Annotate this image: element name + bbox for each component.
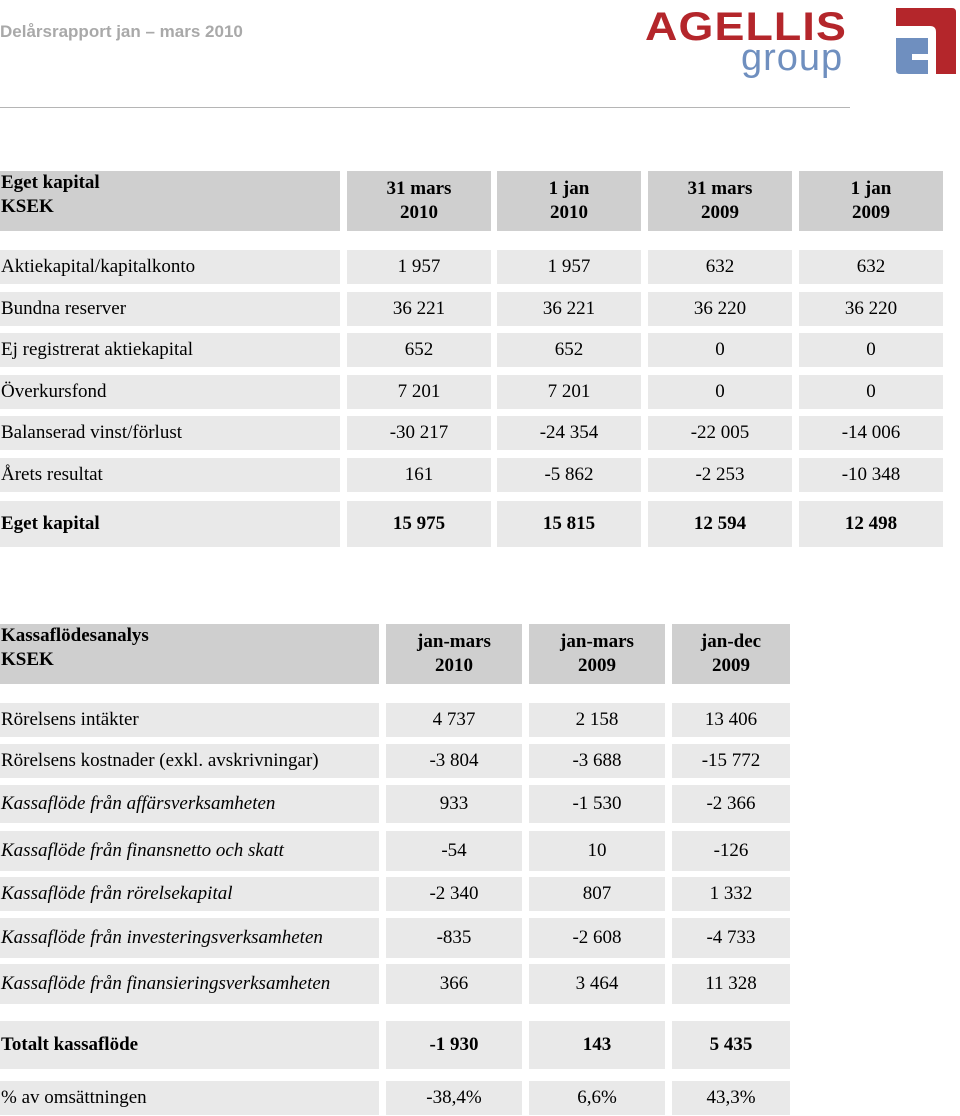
report-title: Delårsrapport jan – mars 2010 — [0, 22, 243, 41]
equity-value-cell — [347, 250, 491, 284]
cashflow-value-cell — [386, 744, 522, 778]
percent-value-text: 6,6% — [577, 1087, 617, 1108]
equity-total-value — [497, 501, 641, 547]
header-title-line1: Eget kapital — [1, 172, 100, 193]
equity-row-label — [0, 416, 340, 450]
percent-value-text: -38,4% — [426, 1087, 482, 1108]
value-text: 161 — [404, 464, 434, 485]
cashflow-total-value — [386, 1021, 522, 1069]
percent-label-text: % av omsättningen — [1, 1087, 147, 1108]
cashflow-total-value — [529, 1021, 665, 1069]
row-label-text: Kassaflöde från rörelsekapital — [1, 883, 233, 904]
equity-total-value — [648, 501, 792, 547]
row-label-text: Överkursfond — [1, 381, 107, 402]
total-value-text: 5 435 — [709, 1034, 753, 1055]
cashflow-percent-value — [386, 1081, 522, 1115]
cashflow-value-cell — [672, 877, 790, 911]
column-header-period: jan-mars — [560, 631, 634, 652]
row-label-text: Kassaflöde från finansieringsverksamheten — [1, 973, 331, 994]
equity-value-cell — [497, 292, 641, 326]
cashflow-column-header — [386, 624, 522, 684]
value-text: -15 772 — [701, 750, 761, 771]
cashflow-value-cell — [672, 703, 790, 737]
column-header-period: 1 jan — [850, 178, 892, 199]
header-title-line1: Kassaflödesanalys — [1, 625, 149, 646]
column-header-year: 2010 — [400, 202, 438, 223]
equity-total-value — [347, 501, 491, 547]
column-header-year: 2009 — [578, 655, 616, 676]
value-text: 366 — [439, 973, 469, 994]
equity-value-cell — [799, 333, 943, 367]
column-header-year: 2010 — [550, 202, 588, 223]
equity-value-cell — [497, 375, 641, 409]
equity-value-cell — [497, 333, 641, 367]
value-text: 632 — [705, 256, 735, 277]
cashflow-total-label — [0, 1021, 379, 1069]
value-text: 632 — [856, 256, 886, 277]
cashflow-row-label — [0, 831, 379, 871]
total-value-text: 12 498 — [844, 513, 898, 534]
total-value-text: -1 930 — [429, 1034, 479, 1055]
equity-value-cell — [799, 292, 943, 326]
value-text: 1 957 — [397, 256, 441, 277]
value-text: 1 957 — [547, 256, 591, 277]
cashflow-row-label — [0, 703, 379, 737]
value-text: -22 005 — [690, 422, 750, 443]
column-header-year: 2009 — [712, 655, 750, 676]
cashflow-row-label — [0, 877, 379, 911]
row-label-text: Bundna reserver — [1, 298, 127, 319]
column-header-period: 31 mars — [386, 178, 452, 199]
equity-row-label — [0, 458, 340, 492]
equity-value-cell — [347, 375, 491, 409]
cashflow-value-cell — [672, 831, 790, 871]
value-text: 4 737 — [432, 709, 476, 730]
value-text: -24 354 — [539, 422, 599, 443]
header-unit: KSEK — [1, 196, 54, 217]
value-text: -3 688 — [572, 750, 622, 771]
value-text: 11 328 — [705, 973, 757, 994]
equity-row-label — [0, 292, 340, 326]
value-text: -5 862 — [544, 464, 594, 485]
value-text: 10 — [587, 840, 607, 861]
total-value-text: 143 — [582, 1034, 612, 1055]
value-text: 0 — [866, 381, 876, 402]
equity-row-label — [0, 250, 340, 284]
equity-value-cell — [799, 375, 943, 409]
cashflow-value-cell — [529, 744, 665, 778]
value-text: -2 608 — [572, 927, 622, 948]
column-header-year: 2009 — [852, 202, 890, 223]
total-value-text: 12 594 — [693, 513, 747, 534]
equity-value-cell — [648, 333, 792, 367]
row-label-text: Kassaflöde från investeringsverksamheten — [1, 927, 323, 948]
value-text: 1 332 — [709, 883, 753, 904]
cashflow-value-cell — [529, 703, 665, 737]
equity-column-header — [799, 171, 943, 231]
cashflow-value-cell — [529, 785, 665, 823]
cashflow-value-cell — [386, 785, 522, 823]
equity-value-cell — [347, 458, 491, 492]
equity-column-header — [648, 171, 792, 231]
equity-value-cell — [347, 416, 491, 450]
value-text: 7 201 — [397, 381, 441, 402]
equity-value-cell — [347, 333, 491, 367]
value-text: -126 — [713, 840, 749, 861]
column-header-year: 2010 — [435, 655, 473, 676]
value-text: -10 348 — [841, 464, 901, 485]
row-label-text: Rörelsens kostnader (exkl. avskrivningar) — [1, 750, 319, 771]
equity-total-value — [799, 501, 943, 547]
equity-row-label — [0, 375, 340, 409]
percent-value-text: 43,3% — [706, 1087, 756, 1108]
value-text: 7 201 — [547, 381, 591, 402]
equity-value-cell — [648, 250, 792, 284]
logo-mark-icon — [892, 4, 960, 76]
equity-value-cell — [497, 458, 641, 492]
cashflow-row-label — [0, 744, 379, 778]
cashflow-percent-label — [0, 1081, 379, 1115]
value-text: -2 253 — [695, 464, 745, 485]
cashflow-value-cell — [386, 703, 522, 737]
cashflow-value-cell — [386, 831, 522, 871]
row-label-text: Kassaflöde från affärsverksamheten — [1, 793, 276, 814]
value-text: 807 — [582, 883, 612, 904]
agellis-logo — [645, 4, 960, 80]
value-text: -1 530 — [572, 793, 622, 814]
value-text: -835 — [436, 927, 472, 948]
value-text: 652 — [404, 339, 434, 360]
total-value-text: 15 975 — [392, 513, 446, 534]
equity-value-cell — [497, 416, 641, 450]
cashflow-column-header — [529, 624, 665, 684]
equity-value-cell — [648, 458, 792, 492]
cashflow-value-cell — [529, 918, 665, 958]
cashflow-header-title — [0, 624, 379, 684]
column-header-year: 2009 — [701, 202, 739, 223]
equity-value-cell — [648, 416, 792, 450]
equity-header-title — [0, 171, 340, 231]
row-label-text: Aktiekapital/kapitalkonto — [1, 256, 196, 277]
cashflow-value-cell — [529, 964, 665, 1004]
header-unit: KSEK — [1, 649, 54, 670]
cashflow-value-cell — [529, 831, 665, 871]
value-text: -30 217 — [389, 422, 449, 443]
cashflow-row-label — [0, 785, 379, 823]
header-divider — [0, 107, 850, 108]
cashflow-percent-value — [529, 1081, 665, 1115]
cashflow-value-cell — [386, 964, 522, 1004]
value-text: 3 464 — [575, 973, 619, 994]
value-text: 0 — [866, 339, 876, 360]
total-value-text: 15 815 — [542, 513, 596, 534]
cashflow-value-cell — [672, 918, 790, 958]
equity-value-cell — [347, 292, 491, 326]
value-text: 2 158 — [575, 709, 619, 730]
value-text: -4 733 — [706, 927, 756, 948]
value-text: 36 221 — [392, 298, 446, 319]
cashflow-value-cell — [386, 877, 522, 911]
equity-value-cell — [648, 375, 792, 409]
equity-value-cell — [648, 292, 792, 326]
value-text: 36 220 — [844, 298, 898, 319]
value-text: -54 — [441, 840, 467, 861]
value-text: -2 340 — [429, 883, 479, 904]
equity-row-label — [0, 333, 340, 367]
total-label-text: Totalt kassaflöde — [1, 1034, 139, 1055]
value-text: -3 804 — [429, 750, 479, 771]
cashflow-value-cell — [672, 964, 790, 1004]
equity-column-header — [497, 171, 641, 231]
column-header-period: 1 jan — [548, 178, 590, 199]
value-text: 933 — [439, 793, 469, 814]
equity-column-header — [347, 171, 491, 231]
cashflow-row-label — [0, 964, 379, 1004]
row-label-text: Ej registrerat aktiekapital — [1, 339, 194, 360]
column-header-period: jan-dec — [700, 631, 762, 652]
value-text: 0 — [715, 339, 725, 360]
equity-value-cell — [799, 250, 943, 284]
value-text: 36 220 — [693, 298, 747, 319]
value-text: -14 006 — [841, 422, 901, 443]
value-text: -2 366 — [706, 793, 756, 814]
equity-total-label — [0, 501, 340, 547]
cashflow-column-header — [672, 624, 790, 684]
cashflow-value-cell — [672, 785, 790, 823]
cashflow-value-cell — [386, 918, 522, 958]
value-text: 13 406 — [704, 709, 758, 730]
value-text: 36 221 — [542, 298, 596, 319]
row-label-text: Kassaflöde från finansnetto och skatt — [1, 840, 284, 861]
cashflow-total-value — [672, 1021, 790, 1069]
column-header-period: 31 mars — [687, 178, 753, 199]
value-text: 652 — [554, 339, 584, 360]
column-header-period: jan-mars — [417, 631, 491, 652]
cashflow-percent-value — [672, 1081, 790, 1115]
row-label-text: Rörelsens intäkter — [1, 709, 139, 730]
cashflow-value-cell — [672, 744, 790, 778]
cashflow-value-cell — [529, 877, 665, 911]
equity-value-cell — [799, 416, 943, 450]
cashflow-row-label — [0, 918, 379, 958]
equity-value-cell — [497, 250, 641, 284]
logo-wordmark: AGELLIS — [645, 5, 847, 49]
equity-value-cell — [799, 458, 943, 492]
row-label-text: Årets resultat — [1, 464, 103, 485]
row-label-text: Balanserad vinst/förlust — [1, 422, 182, 443]
logo-subtitle: group — [741, 37, 844, 79]
total-label-text: Eget kapital — [1, 513, 100, 534]
value-text: 0 — [715, 381, 725, 402]
